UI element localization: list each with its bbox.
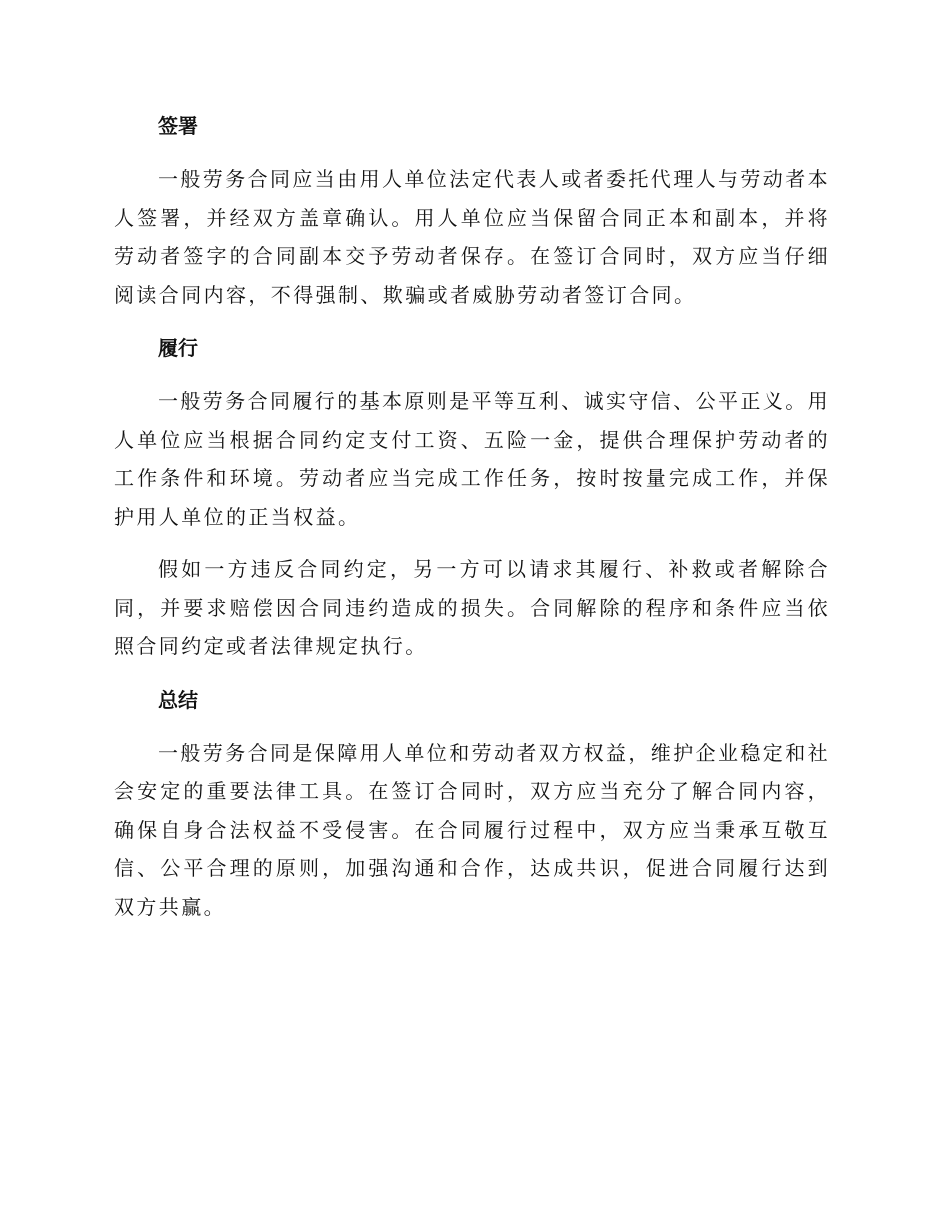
section-heading-summary: 总结	[158, 687, 198, 712]
signing-paragraph: 一般劳务合同应当由用人单位法定代表人或者委托代理人与劳动者本人签署，并经双方盖章确认。用人单位应当保留合同正本和副本，并将劳动者签字的合同副本交予劳动者保存。在签订合同时，双方应当仔细阅读合同内容，不得强制、欺骗或者威胁劳动者签订合同。	[114, 167, 830, 307]
section-heading-signing: 签署	[158, 114, 198, 138]
section-heading-performance: 履行	[158, 336, 198, 360]
summary-paragraph: 一般劳务合同是保障用人单位和劳动者双方权益，维护企业稳定和社会安定的重要法律工具。在签订合同时，双方应当充分了解合同内容，确保自身合法权益不受侵害。在合同履行过程中，双方应当秉承互敬互信、公平合理的原则，加强沟通和合作，达成共识，促进合同履行达到双方共赢。	[114, 740, 830, 919]
performance-paragraph-2: 假如一方违反合同约定，另一方可以请求其履行、补救或者解除合同，并要求赔偿因合同违约造成的损失。合同解除的程序和条件应当依照合同约定或者法律规定执行。	[114, 557, 830, 658]
performance-paragraph-1: 一般劳务合同履行的基本原则是平等互利、诚实守信、公平正义。用人单位应当根据合同约定支付工资、五险一金，提供合理保护劳动者的工作条件和环境。劳动者应当完成工作任务，按时按量完成工作，并保护用人单位的正当权益。	[114, 389, 830, 529]
document-page	[114, 106, 830, 926]
